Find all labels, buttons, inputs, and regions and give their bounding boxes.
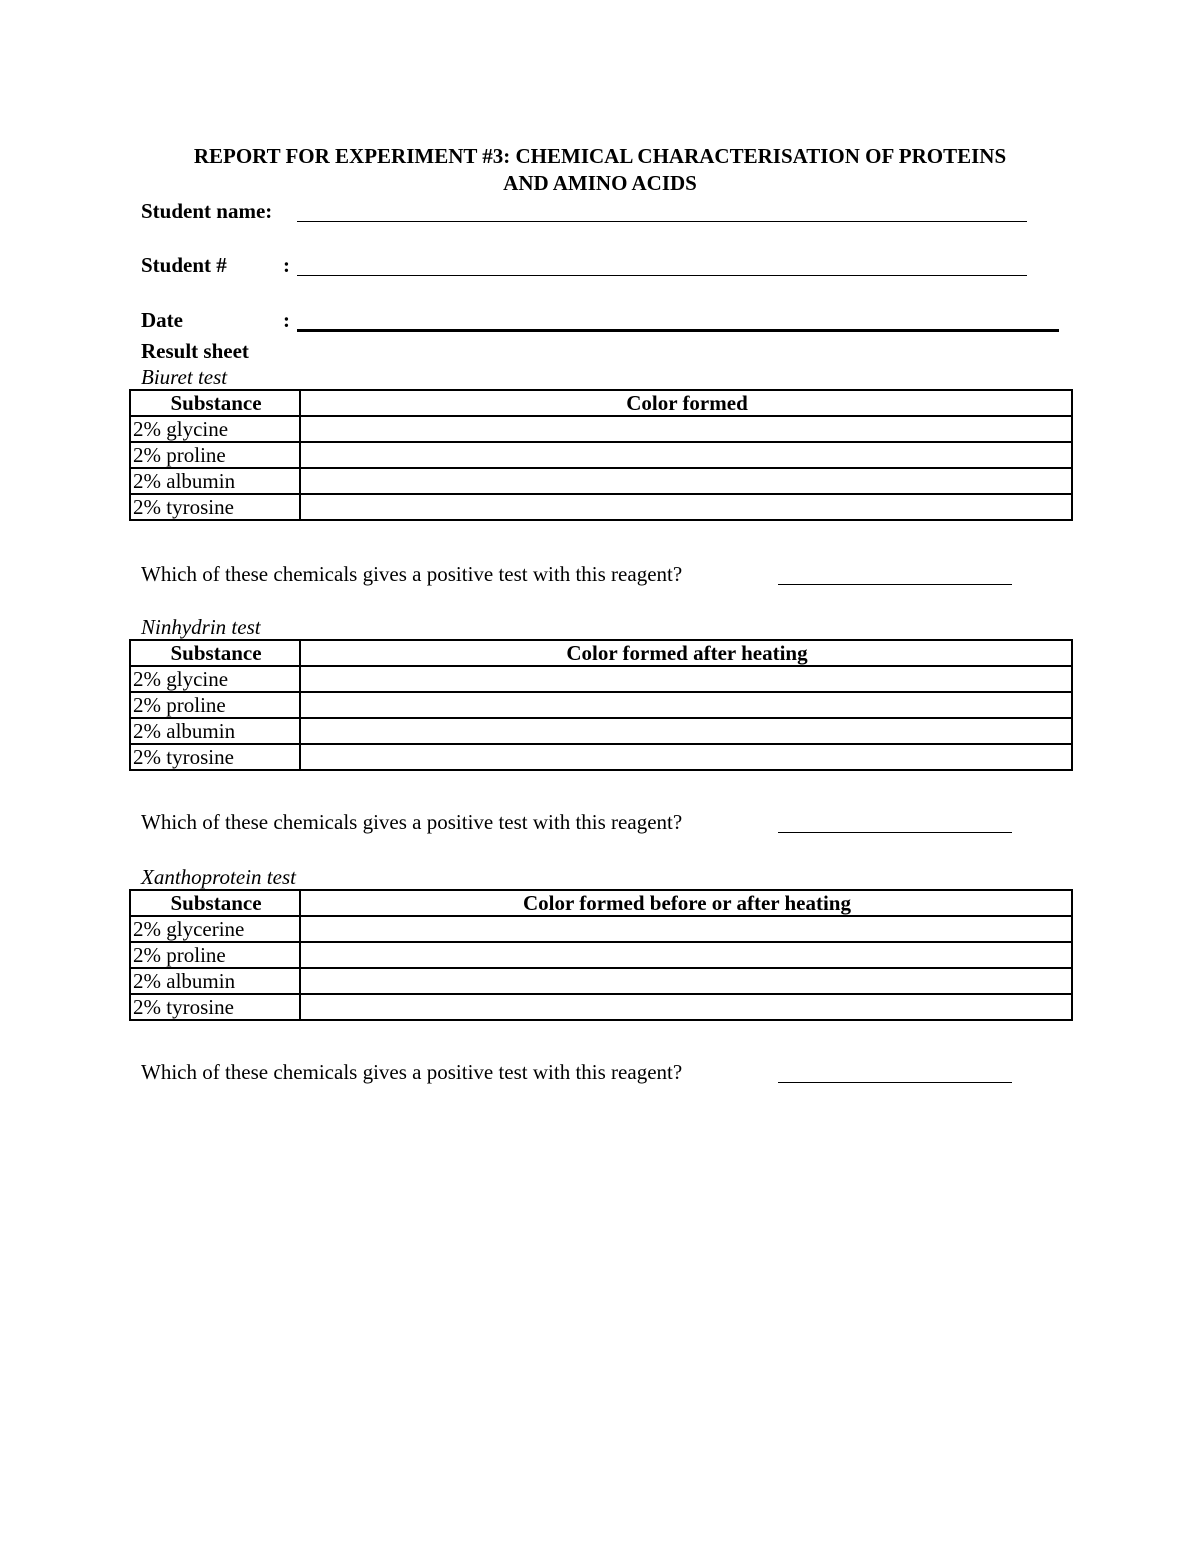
- table-row: [130, 994, 1072, 1020]
- substance-cell: 2% glycine: [130, 416, 300, 442]
- table-row: [130, 942, 1072, 968]
- column-header-substance: Substance: [130, 640, 300, 666]
- date-colon: :: [283, 308, 290, 332]
- ninhydrin-answer-field[interactable]: [778, 832, 1012, 833]
- table-row: [130, 718, 1072, 744]
- color-answer-cell[interactable]: [300, 692, 1072, 718]
- student-name-label: Student name:: [141, 199, 273, 223]
- table-row: [130, 916, 1072, 942]
- color-answer-cell[interactable]: [300, 744, 1072, 770]
- substance-cell: 2% albumin: [130, 718, 300, 744]
- color-answer-cell[interactable]: [300, 494, 1072, 520]
- table-row: [130, 666, 1072, 692]
- result-sheet-heading: Result sheet: [141, 339, 249, 363]
- color-answer-cell[interactable]: [300, 718, 1072, 744]
- substance-cell: 2% tyrosine: [130, 744, 300, 770]
- biuret-answer-field[interactable]: [778, 584, 1012, 585]
- student-number-label: Student #: [141, 253, 227, 277]
- substance-cell: 2% tyrosine: [130, 994, 300, 1020]
- color-answer-cell[interactable]: [300, 968, 1072, 994]
- color-answer-cell[interactable]: [300, 942, 1072, 968]
- biuret-results-table: [129, 389, 1073, 521]
- ninhydrin-test-heading: Ninhydrin test: [141, 615, 261, 639]
- substance-cell: 2% glycerine: [130, 916, 300, 942]
- xanthoprotein-answer-field[interactable]: [778, 1082, 1012, 1083]
- xanthoprotein-question: Which of these chemicals gives a positive test with this reagent?: [141, 1060, 683, 1084]
- table-row: [130, 468, 1072, 494]
- table-header-row: [130, 390, 1072, 416]
- substance-cell: 2% glycine: [130, 666, 300, 692]
- color-answer-cell[interactable]: [300, 916, 1072, 942]
- column-header-color: Color formed: [300, 390, 1072, 416]
- date-label: Date: [141, 308, 183, 332]
- substance-cell: 2% proline: [130, 692, 300, 718]
- xanthoprotein-results-table: [129, 889, 1073, 1021]
- biuret-question: Which of these chemicals gives a positive test with this reagent?: [141, 562, 683, 586]
- table-row: [130, 494, 1072, 520]
- table-header-row: [130, 890, 1072, 916]
- student-number-field[interactable]: [297, 275, 1027, 276]
- table-row: [130, 416, 1072, 442]
- table-row: [130, 692, 1072, 718]
- student-number-colon: :: [283, 253, 290, 277]
- substance-cell: 2% albumin: [130, 468, 300, 494]
- title-line-1: REPORT FOR EXPERIMENT #3: CHEMICAL CHARACTERISATION OF PROTEINS: [193, 144, 1007, 168]
- color-answer-cell[interactable]: [300, 442, 1072, 468]
- ninhydrin-results-table: [129, 639, 1073, 771]
- substance-cell: 2% proline: [130, 942, 300, 968]
- substance-cell: 2% proline: [130, 442, 300, 468]
- column-header-color: Color formed before or after heating: [300, 890, 1072, 916]
- substance-cell: 2% albumin: [130, 968, 300, 994]
- color-answer-cell[interactable]: [300, 666, 1072, 692]
- table-row: [130, 744, 1072, 770]
- biuret-test-heading: Biuret test: [141, 365, 228, 389]
- color-answer-cell[interactable]: [300, 468, 1072, 494]
- color-answer-cell[interactable]: [300, 416, 1072, 442]
- ninhydrin-question: Which of these chemicals gives a positive test with this reagent?: [141, 810, 683, 834]
- student-name-field[interactable]: [297, 221, 1027, 222]
- page-title: [130, 143, 1070, 197]
- xanthoprotein-test-heading: Xanthoprotein test: [141, 865, 296, 889]
- color-answer-cell[interactable]: [300, 994, 1072, 1020]
- column-header-substance: Substance: [130, 890, 300, 916]
- table-row: [130, 968, 1072, 994]
- column-header-color: Color formed after heating: [300, 640, 1072, 666]
- substance-cell: 2% tyrosine: [130, 494, 300, 520]
- table-row: [130, 442, 1072, 468]
- date-field[interactable]: [297, 329, 1059, 332]
- column-header-substance: Substance: [130, 390, 300, 416]
- title-line-2: AND AMINO ACIDS: [503, 171, 697, 195]
- table-header-row: [130, 640, 1072, 666]
